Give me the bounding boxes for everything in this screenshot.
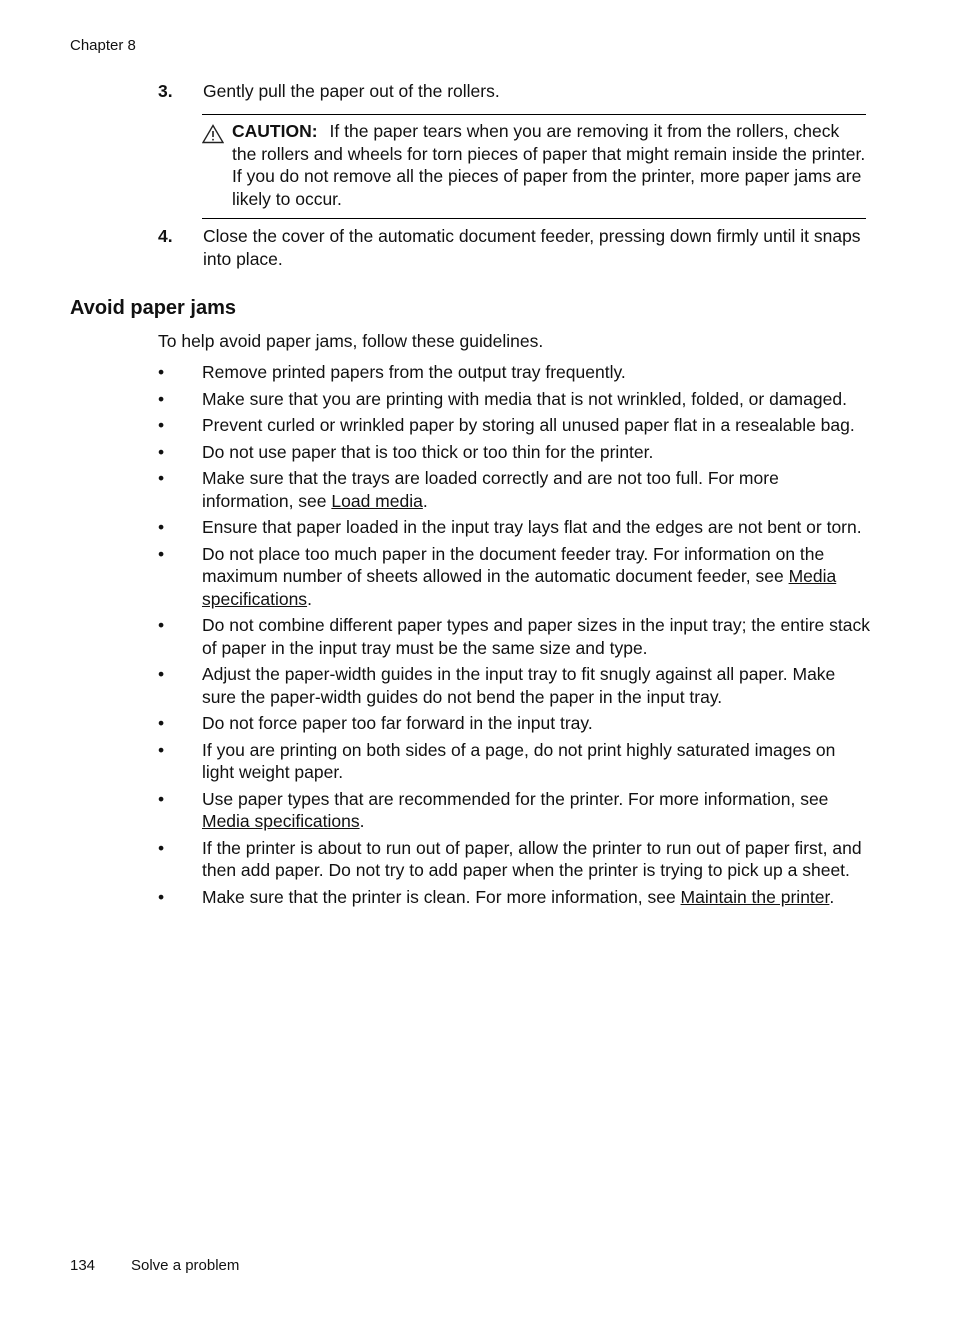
bullet-dot: • <box>158 415 165 435</box>
list-item-text: If you are printing on both sides of a page, do not print highly saturated images on light weight paper. <box>202 739 836 782</box>
step-3 <box>158 80 868 104</box>
bullet-dot: • <box>158 788 165 809</box>
list-item-text: Make sure that the printer is clean. For more information, see <box>202 886 681 907</box>
list-item-text-end: . <box>829 886 835 907</box>
step-text: Gently pull the paper out of the rollers. <box>203 81 500 101</box>
list-item <box>158 663 870 708</box>
list-item-text-end: . <box>359 811 365 831</box>
cross-reference-link[interactable]: Media specifications <box>202 811 360 831</box>
list-item <box>158 414 870 437</box>
guidelines-list <box>158 361 870 912</box>
list-item <box>158 361 870 384</box>
step-number: 4. <box>158 226 173 246</box>
bullet-dot: • <box>158 543 165 564</box>
chapter-header: Chapter 8 <box>70 37 136 54</box>
cross-reference-link[interactable]: Load media <box>331 490 423 511</box>
list-item-text: Make sure that you are printing with media that is not wrinkled, folded, or damaged. <box>202 388 847 409</box>
bullet-dot: • <box>158 615 165 635</box>
bullet-dot: • <box>158 468 165 488</box>
footer-title: Solve a problem <box>131 1257 240 1274</box>
warning-triangle-icon <box>202 124 224 144</box>
bullet-dot: • <box>158 739 165 760</box>
list-item <box>158 788 870 833</box>
list-item <box>158 467 870 512</box>
caution-box <box>202 114 866 219</box>
step-text: Close the cover of the automatic document feeder, pressing down firmly until it snaps into place. <box>203 226 861 269</box>
caution-label: CAUTION: <box>232 121 318 141</box>
list-item-text-end: . <box>307 588 312 609</box>
list-item-text: Use paper types that are recommended for the printer. For more information, see <box>202 788 829 809</box>
section-heading: Avoid paper jams <box>70 297 236 319</box>
bullet-dot: • <box>158 713 165 733</box>
list-item-text: Make sure that the trays are loaded correctly and are not too full. For more information, see <box>202 468 779 511</box>
list-item-text: Do not combine different paper types and paper sizes in the input tray; the entire stack of paper in the input tray must be the same size and type. <box>202 615 870 658</box>
bullet-dot: • <box>158 388 165 409</box>
cross-reference-link[interactable]: Media specifications <box>202 566 837 609</box>
list-item <box>158 886 870 909</box>
list-item <box>158 739 870 784</box>
caution-body: If the paper tears when you are removing it from the rollers, check the rollers and wheels for torn pieces of paper that might remain inside the printer. If you do not remove all the pieces of paper from the printer, more paper jams are likely to occur. <box>232 121 866 209</box>
bullet-dot: • <box>158 886 165 907</box>
step-number: 3. <box>158 81 173 101</box>
list-item <box>158 712 870 735</box>
list-item <box>158 441 870 464</box>
cross-reference-link[interactable]: Maintain the printer <box>680 886 830 907</box>
list-item-text: Remove printed papers from the output tray frequently. <box>202 362 626 382</box>
list-item <box>158 543 870 611</box>
bullet-dot: • <box>158 517 165 537</box>
step-4 <box>158 225 868 273</box>
page-number: 134 <box>70 1257 96 1274</box>
list-item-text: Ensure that paper loaded in the input tray lays flat and the edges are not bent or torn. <box>202 517 862 537</box>
list-item <box>158 388 870 411</box>
list-item-text: Do not use paper that is too thick or too thin for the printer. <box>202 441 654 462</box>
list-item <box>158 837 870 882</box>
list-item-text: If the printer is about to run out of paper, allow the printer to run out of paper first, and then add paper. Do not try to add paper when the printer is trying to pick up a sheet. <box>202 837 862 880</box>
list-item <box>158 516 870 539</box>
caution-text <box>232 120 866 210</box>
list-item-text: Do not place too much paper in the document feeder tray. For information on the maximum number of sheets allowed in the automatic document feeder, see <box>202 543 825 586</box>
list-item-text: Prevent curled or wrinkled paper by storing all unused paper flat in a resealable bag. <box>202 415 855 435</box>
list-item <box>158 614 870 659</box>
list-item-text: Do not force paper too far forward in the input tray. <box>202 713 593 733</box>
bullet-dot: • <box>158 362 165 382</box>
bullet-dot: • <box>158 664 165 684</box>
section-intro: To help avoid paper jams, follow these guidelines. <box>158 331 544 351</box>
list-item-text: Adjust the paper-width guides in the input tray to fit snugly against all paper. Make sure the paper-width guides do not bend the paper in the input tray. <box>202 664 836 707</box>
list-item-text-end: . <box>422 490 428 511</box>
bullet-dot: • <box>158 837 165 858</box>
bullet-dot: • <box>158 441 165 462</box>
